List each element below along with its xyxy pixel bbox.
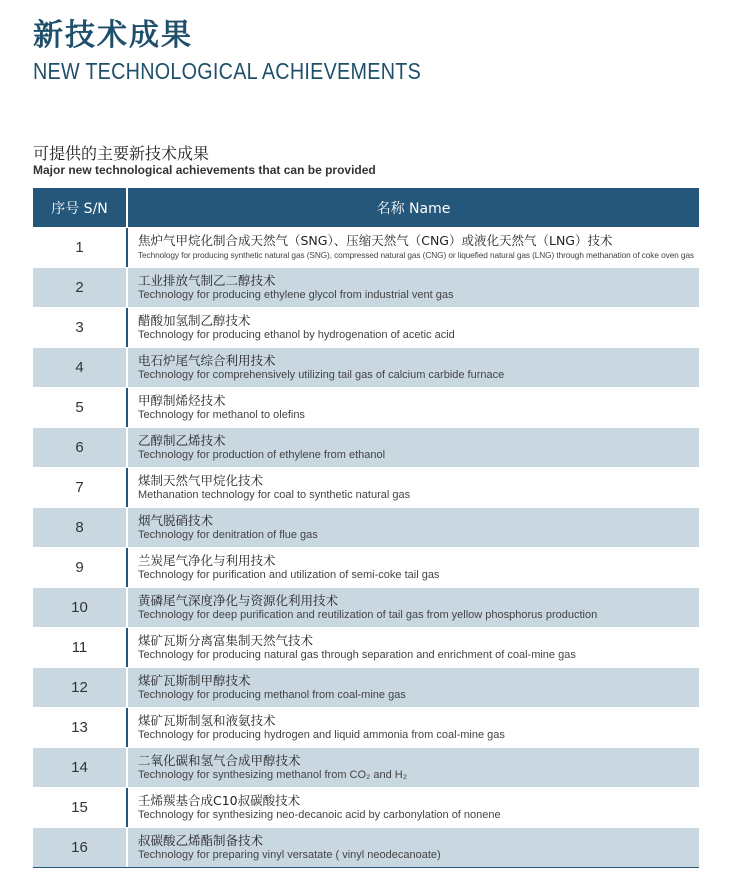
row-name	[128, 668, 699, 707]
table-row	[33, 387, 699, 427]
row-name-cn: 煤矿瓦斯制氢和液氨技术	[138, 713, 276, 728]
section-title-cn: 可提供的主要新技术成果	[33, 144, 210, 163]
row-name-cn: 煤制天然气甲烷化技术	[138, 473, 264, 488]
table-row	[33, 707, 699, 747]
row-sn: 4	[33, 348, 128, 387]
row-name	[128, 348, 699, 387]
row-name	[128, 748, 699, 787]
row-name	[128, 588, 699, 627]
section-title-en: Major new technological achievements that can be provided	[33, 163, 376, 177]
row-name-en: Technology for producing synthetic natural gas (SNG), compressed natural gas (CNG) or liquefied natural gas (LNG) through methanation of coke oven gas	[138, 250, 694, 260]
row-name	[128, 708, 699, 747]
table-row	[33, 667, 699, 707]
table-bottom-rule	[33, 867, 699, 868]
table-row	[33, 547, 699, 587]
table-row	[33, 587, 699, 627]
row-name-en: Technology for synthesizing methanol from CO₂ and H₂	[138, 769, 408, 781]
row-name-cn: 煤矿瓦斯制甲醇技术	[138, 673, 251, 688]
row-name-cn: 壬烯羰基合成C10叔碳酸技术	[138, 793, 301, 808]
row-sn: 6	[33, 428, 128, 467]
row-name-en: Technology for producing ethanol by hydrogenation of acetic acid	[138, 329, 455, 341]
row-name-cn: 工业排放气制乙二醇技术	[138, 273, 276, 288]
row-name-en: Technology for comprehensively utilizing tail gas of calcium carbide furnace	[138, 369, 505, 381]
row-sn: 8	[33, 508, 128, 547]
header-sn: 序号 S/N	[33, 188, 128, 227]
row-sn: 14	[33, 748, 128, 787]
row-sn: 16	[33, 828, 128, 867]
row-name	[128, 468, 699, 507]
page-title-en: NEW TECHNOLOGICAL ACHIEVEMENTS	[33, 58, 422, 84]
row-name-cn: 焦炉气甲烷化制合成天然气（SNG）、压缩天然气（CNG）或液化天然气（LNG）技术	[138, 233, 613, 248]
row-name	[128, 428, 699, 467]
row-name-cn: 醋酸加氢制乙醇技术	[138, 313, 251, 328]
row-name	[128, 788, 699, 827]
row-sn: 1	[33, 228, 128, 267]
row-name-en: Technology for synthesizing neo-decanoic acid by carbonylation of nonene	[138, 809, 501, 821]
row-sn: 9	[33, 548, 128, 587]
row-name	[128, 628, 699, 667]
row-name-en: Technology for purification and utilization of semi-coke tail gas	[138, 569, 440, 581]
row-sn: 11	[33, 628, 128, 667]
row-sn: 7	[33, 468, 128, 507]
row-name-cn: 电石炉尾气综合利用技术	[138, 353, 276, 368]
table-row	[33, 267, 699, 307]
row-sn: 12	[33, 668, 128, 707]
row-sn: 2	[33, 268, 128, 307]
table-row	[33, 347, 699, 387]
row-name-en: Methanation technology for coal to synthetic natural gas	[138, 489, 411, 501]
row-sn: 15	[33, 788, 128, 827]
table-row	[33, 467, 699, 507]
table-header	[33, 188, 699, 227]
table-row	[33, 827, 699, 867]
row-name-en: Technology for deep purification and reutilization of tail gas from yellow phosphorus production	[138, 609, 598, 621]
row-name-cn: 乙醇制乙烯技术	[138, 433, 226, 448]
row-name	[128, 228, 699, 267]
table-body	[33, 227, 699, 867]
row-name-cn: 叔碳酸乙烯酯制备技术	[138, 833, 264, 848]
table-row	[33, 627, 699, 667]
row-name	[128, 308, 699, 347]
row-sn: 13	[33, 708, 128, 747]
row-name-cn: 烟气脱硝技术	[138, 513, 214, 528]
table-row	[33, 427, 699, 467]
row-name-cn: 黄磷尾气深度净化与资源化利用技术	[138, 593, 339, 608]
row-sn: 5	[33, 388, 128, 427]
row-name-en: Technology for denitration of flue gas	[138, 529, 318, 541]
row-name	[128, 388, 699, 427]
row-sn: 10	[33, 588, 128, 627]
row-name	[128, 508, 699, 547]
header-name: 名称 Name	[376, 200, 451, 217]
table-row	[33, 747, 699, 787]
table-row	[33, 227, 699, 267]
row-name-en: Technology for production of ethylene from ethanol	[138, 449, 386, 461]
row-name-en: Technology for preparing vinyl versatate ( vinyl neodecanoate)	[138, 849, 441, 861]
row-name	[128, 268, 699, 307]
table-row	[33, 507, 699, 547]
row-name-cn: 二氧化碳和氢气合成甲醇技术	[138, 753, 301, 768]
row-sn: 3	[33, 308, 128, 347]
row-name-cn: 甲醇制烯烃技术	[138, 393, 226, 408]
achievements-table	[33, 188, 699, 868]
row-name-cn: 兰炭尾气净化与利用技术	[138, 553, 276, 568]
table-row	[33, 307, 699, 347]
row-name	[128, 828, 699, 867]
row-name-cn: 煤矿瓦斯分离富集制天然气技术	[138, 633, 314, 648]
row-name-en: Technology for producing ethylene glycol from industrial vent gas	[138, 289, 454, 301]
row-name-en: Technology for methanol to olefins	[138, 409, 305, 421]
row-name-en: Technology for producing hydrogen and liquid ammonia from coal-mine gas	[138, 729, 505, 741]
row-name-en: Technology for producing methanol from coal-mine gas	[138, 689, 406, 701]
row-name-en: Technology for producing natural gas through separation and enrichment of coal-mine gas	[138, 649, 576, 661]
row-name	[128, 548, 699, 587]
table-row	[33, 787, 699, 827]
page-title-cn: 新技术成果	[33, 18, 193, 53]
